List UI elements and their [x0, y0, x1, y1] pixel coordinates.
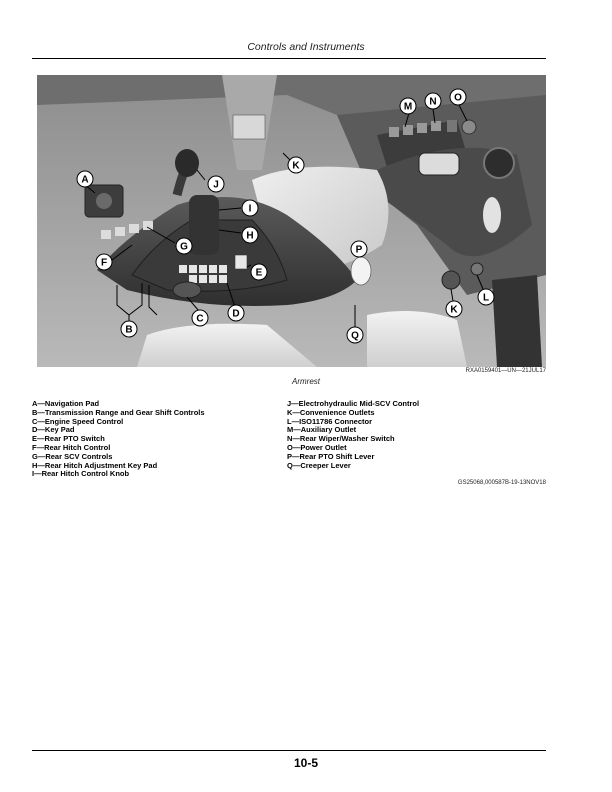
page-number: 10-5 [293, 756, 319, 770]
svg-text:E: E [255, 267, 263, 279]
legend-item-p: P—Rear PTO Shift Lever [287, 451, 375, 461]
callout-m [400, 98, 416, 114]
legend-item-h: H—Rear Hitch Adjustment Key Pad [32, 460, 158, 470]
svg-text:O: O [454, 92, 462, 104]
callout-f [96, 254, 112, 270]
legend-item-g: G—Rear SCV Controls [32, 451, 113, 461]
header-rule [32, 58, 546, 59]
callout-q [347, 327, 363, 343]
svg-text:P: P [355, 244, 363, 256]
svg-text:N: N [429, 96, 437, 108]
legend-item-n: N—Rear Wiper/Washer Switch [287, 434, 395, 444]
svg-text:L: L [482, 292, 490, 304]
legend-left-column [32, 400, 287, 479]
svg-text:B: B [125, 324, 133, 336]
figure-id: RXA0159401—UN—21JUL17 [465, 368, 546, 374]
svg-text:M: M [403, 101, 413, 113]
legend-item-b: B—Transmission Range and Gear Shift Controls [32, 407, 205, 417]
callout-d [228, 305, 244, 321]
legend-item-l: L—ISO11786 Connector [287, 416, 373, 426]
callout-h [242, 227, 258, 243]
legend-right-column [287, 400, 547, 470]
svg-text:F: F [100, 257, 108, 269]
callout-a [77, 171, 93, 187]
callout-k-lower [446, 301, 462, 317]
armrest-illustration [37, 75, 546, 367]
callout-l [478, 289, 494, 305]
svg-text:A: A [81, 174, 89, 186]
legend-item-m: M—Auxiliary Outlet [287, 425, 357, 435]
legend-item-a: A—Navigation Pad [32, 399, 100, 408]
document-reference-id: GS25068,000587B-19-13NOV18 [457, 480, 546, 486]
svg-text:K: K [292, 160, 300, 172]
svg-text:C: C [196, 313, 204, 325]
callout-b [121, 321, 137, 337]
svg-text:J: J [213, 179, 219, 191]
legend-item-f: F—Rear Hitch Control [32, 442, 111, 452]
legend-item-d: D—Key Pad [32, 425, 75, 435]
legend-item-j: J—Electrohydraulic Mid-SCV Control [287, 399, 420, 408]
callout-i [242, 200, 258, 216]
callout-n [425, 93, 441, 109]
svg-text:Q: Q [351, 330, 359, 342]
footer-rule [32, 750, 546, 751]
svg-text:G: G [180, 241, 188, 253]
legend-item-o: O—Power Outlet [287, 442, 347, 452]
callout-k-upper [288, 157, 304, 173]
figure-caption: Armrest [292, 377, 320, 386]
legend-item-e: E—Rear PTO Switch [32, 434, 105, 444]
legend-item-i: I—Rear Hitch Control Knob [32, 469, 130, 479]
legend-item-q: Q—Creeper Lever [287, 460, 351, 470]
callout-e [251, 264, 267, 280]
page-header-title: Controls and Instruments [247, 41, 365, 53]
callout-c [192, 310, 208, 326]
svg-text:D: D [232, 308, 240, 320]
callout-g [176, 238, 192, 254]
svg-text:H: H [246, 230, 254, 242]
callout-j [208, 176, 224, 192]
legend-item-k: K—Convenience Outlets [287, 407, 375, 417]
callout-p [351, 241, 367, 257]
armrest-drawing [37, 75, 546, 367]
svg-text:K: K [450, 304, 458, 316]
callout-o [450, 89, 466, 105]
legend-item-c: C—Engine Speed Control [32, 416, 124, 426]
svg-text:I: I [248, 203, 252, 215]
